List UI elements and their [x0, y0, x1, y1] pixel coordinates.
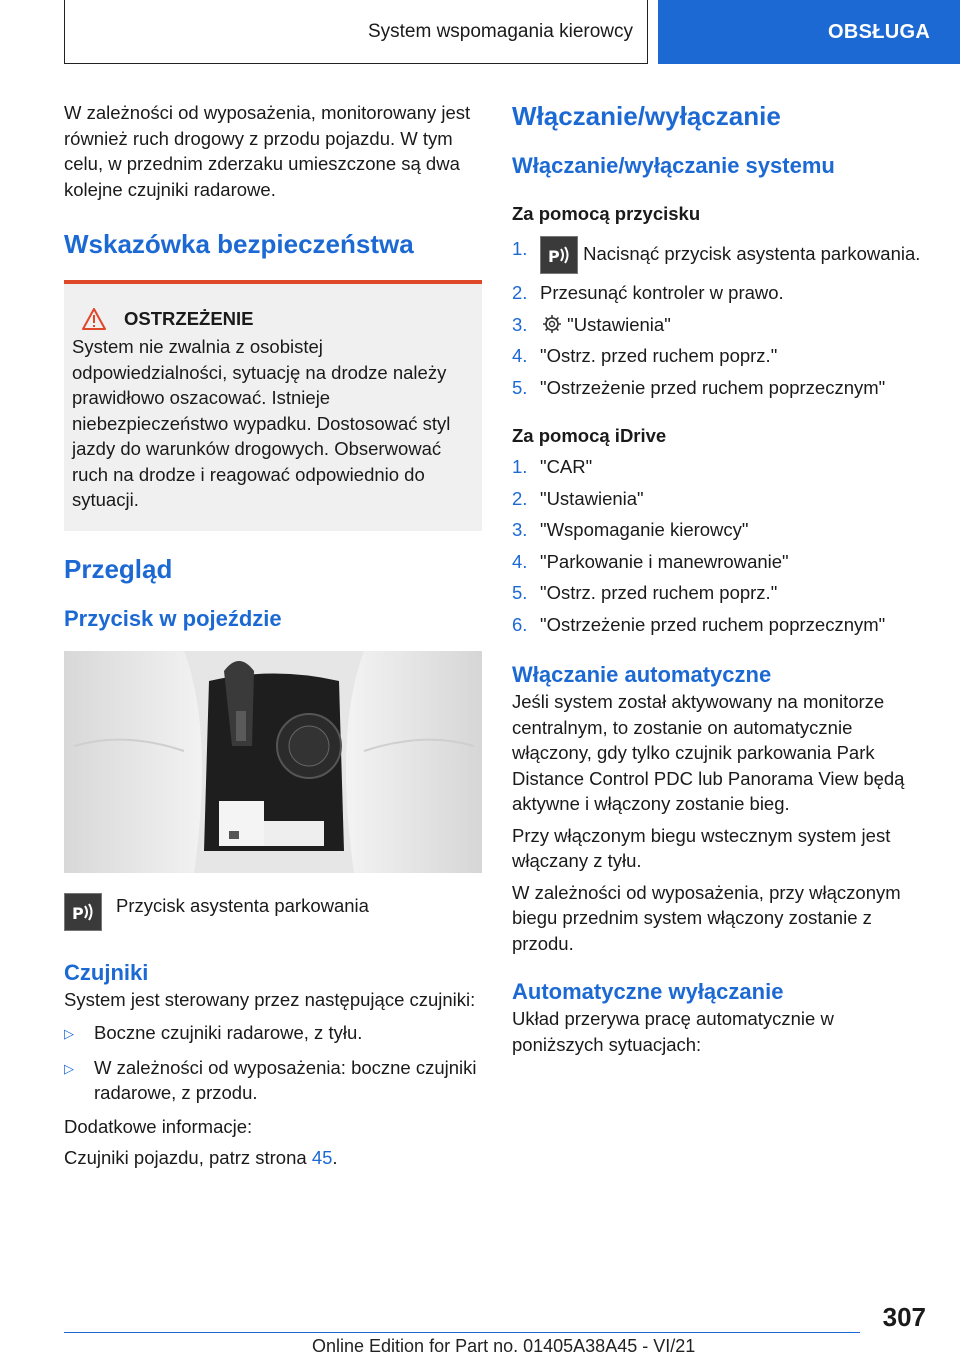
auto-on-heading: Włączanie automatyczne [512, 662, 772, 687]
auto-on-paragraph-2: Przy włączonym biegu wstecznym system jest włączany z tyłu. [512, 824, 891, 871]
header-section-title: System wspomagania kierowcy [64, 0, 648, 64]
list-item: 3. "Wspomaganie kierowcy" [512, 519, 749, 540]
page-link[interactable]: 45 [311, 1147, 333, 1168]
svg-text:P: P [548, 247, 560, 266]
list-item: 5. "Ostrzeżenie przed ruchem poprzecznym" [512, 376, 886, 398]
auto-off-heading: Automatyczne wyłączanie [512, 979, 784, 1004]
warning-box [64, 280, 482, 531]
settings-gear-icon [542, 314, 562, 334]
list-item: 2. "Ustawienia" [512, 487, 644, 509]
auto-on-paragraph-1: Jeśli system został aktywowany na monitorze centralnym, to zostanie on automatycznie włączony, gdy tylko czujnik parkowania Park Distance Control PDC lub Panorama View będą aktywne i włączony zostanie bieg. [512, 691, 905, 814]
button-caption: Przycisk asystenta parkowania [116, 894, 369, 916]
warning-text: System nie zwalnia z osobistej odpowiedzialności, sytuację na drodze należy prawidłowo oszacować. Istnieje niebezpieczeństwo wypadku. Dostosować styl jazdy do warunków drogowych. Obserwować ruch na drodze i reagować odpowiednio do sytuacji. [72, 336, 451, 510]
footer-divider [64, 1332, 860, 1333]
cross-reference: Czujniki pojazdu, patrz strona 45. [64, 1147, 338, 1168]
overview-heading: Przegląd [64, 553, 173, 584]
bullet-triangle-icon: ▷ [64, 1026, 74, 1041]
list-item: 1. P Nacisnąć przycisk asystenta parkowania. [512, 236, 922, 274]
additional-info: Dodatkowe informacje: [64, 1115, 253, 1137]
list-item: 1. "CAR" [512, 456, 593, 477]
footer-edition: Online Edition for Part no. 01405A38A45 - VI/21 [312, 1336, 696, 1356]
caption-row [64, 893, 482, 931]
page-number: 307 [882, 1302, 926, 1332]
by-idrive-heading: Za pomocą iDrive [512, 425, 667, 446]
parking-assistant-icon [64, 893, 102, 931]
right-column [512, 100, 922, 1057]
warning-triangle-icon [82, 308, 106, 330]
warning-title: OSTRZEŻENIE [124, 308, 254, 329]
warning-header [72, 308, 474, 330]
list-item: 6. "Ostrzeżenie przed ruchem poprzecznym" [512, 613, 886, 635]
by-button-heading: Za pomocą przycisku [512, 203, 701, 224]
button-heading: Przycisk w pojeździe [64, 605, 282, 631]
list-item: 4. "Parkowanie i manewrowanie" [512, 550, 789, 572]
sensors-text: System jest sterowany przez następujące czujniki: [64, 988, 476, 1010]
left-column [64, 100, 482, 1171]
bullet-triangle-icon: ▷ [64, 1060, 74, 1076]
list-item: 2. Przesunąć kontroler w prawo. [512, 282, 784, 303]
parking-assistant-icon [540, 236, 578, 274]
system-on-off-heading: Włączanie/wyłączanie systemu [512, 153, 835, 178]
list-item: 3. "Ustawienia" [512, 313, 671, 335]
intro-paragraph: W zależności od wyposażenia, monitorowany jest również ruch drogowy z przodu pojazdu. W tym celu, w przednim zderzaku umieszczone są dwa kolejne czujniki radarowe. [64, 102, 471, 200]
auto-on-paragraph-3: W zależności od wyposażenia, przy włączonym biegu przednim system włączony zostanie z przodu. [512, 881, 901, 954]
list-item: 5. "Ostrz. przed ruchem poprz." [512, 582, 778, 603]
on-off-heading: Włączanie/wyłączanie [512, 101, 781, 131]
list-item: ▷ W zależności od wyposażenia: boczne czujniki radarowe, z przodu. [64, 1055, 482, 1106]
safety-heading: Wskazówka bezpieczeństwa [64, 229, 414, 259]
header-tab[interactable]: OBSŁUGA [658, 0, 960, 64]
svg-text:P: P [72, 903, 84, 923]
gear-selector-photo [64, 651, 482, 873]
sensors-heading: Czujniki [64, 959, 149, 985]
auto-off-paragraph: Układ przerywa pracę automatycznie w poniższych sytuacjach: [512, 1008, 834, 1055]
list-item: 4. "Ostrz. przed ruchem poprz." [512, 345, 778, 366]
list-item: ▷ Boczne czujniki radarowe, z tyłu. [64, 1020, 482, 1047]
